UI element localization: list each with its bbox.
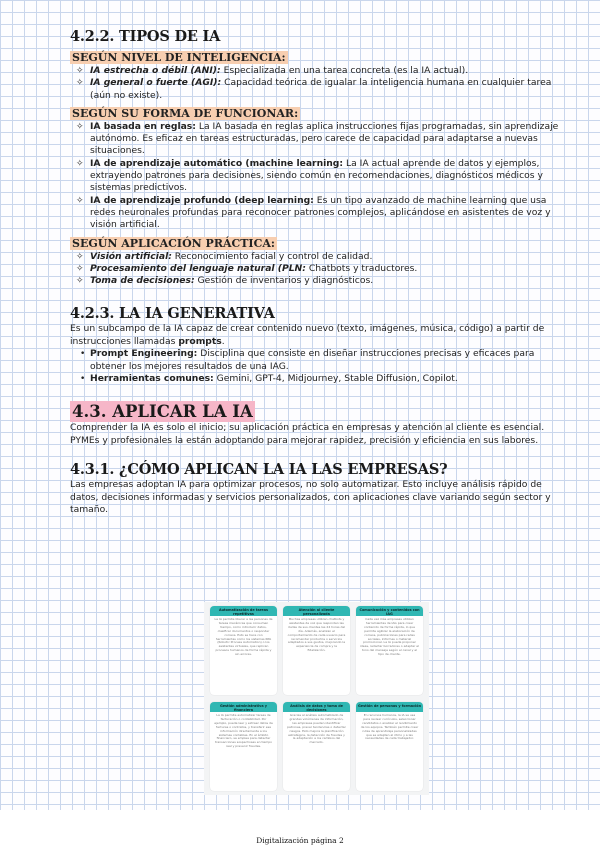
subheading-aplicacion: SEGÚN APLICACIÓN PRÁCTICA: [72, 236, 275, 250]
list-aplicacion [70, 251, 564, 288]
info-card: Comunicación y contenidos con IAG Cada vez más empresas utilizan herramientas de IAG para crear contenido de forma rápida, lo que permite agilizar la elaboración de correos, publicaciones para redes sociales, informes o material promocional. La IA puede proponer ideas, redactar borradores o adaptar el tono del mensaje según el canal y el tipo de cliente. [356, 606, 423, 695]
info-card: Atención al cliente personalizada Muchas empresas utilizan chatbots y asistentes de voz que responden las dudas de sus clientes las 24 horas del día. Además, analizan el comportamiento de cada usuario para recomendar productos o servicios adaptados a sus gustos, mejorando la experiencia de compra y la fidelización. [283, 606, 350, 695]
page-content [70, 28, 564, 517]
section-title-4-2-3: 4.2.3. LA IA GENERATIVA [70, 305, 275, 323]
list-item: ✧ Visión artificial: Reconocimiento facial y control de calidad. [76, 250, 373, 262]
info-card: Análisis de datos y toma de decisiones Gracias al análisis automatizado de grandes volúmenes de información, las empresas pueden identificar patrones, prever tendencias o detectar riesgos. Esto mejora la planificación estratégica, la detección de fraudes y la adaptación a los cambios del mercado. [283, 702, 350, 791]
diamond-bullet-icon: ✧ [76, 276, 84, 287]
list-item: • Herramientas comunes: Gemini, GPT-4, Midjourney, Stable Diffusion, Copilot. [80, 373, 458, 385]
diamond-bullet-icon: ✧ [76, 66, 84, 76]
list-item: ✧ IA de aprendizaje automático (machine learning: La IA actual aprende de datos y ejemplos, extrayendo patrones para decisiones, siendo común en recomendaciones, diagnósticos médicos y sistemas predictivos. [76, 157, 543, 194]
section-title-4-3-1: 4.3.1. ¿CÓMO APLICAN LA IA LAS EMPRESAS? [70, 461, 448, 479]
list-item: ✧ Toma de decisiones: Gestión de inventarios y diagnósticos. [76, 275, 374, 287]
page-footer: Digitalización página 2 [256, 836, 344, 845]
diamond-bullet-icon: ✧ [76, 263, 84, 274]
list-generativa [70, 348, 564, 385]
list-nivel [70, 65, 564, 102]
list-forma [70, 121, 564, 232]
list-item: ✧ IA estrecha o débil (ANI): Especializada en una tarea concreta (es la IA actual). [76, 65, 469, 76]
bullet-dot-icon: • [80, 349, 86, 360]
diamond-bullet-icon: ✧ [76, 251, 84, 262]
subheading-nivel: SEGÚN NIVEL DE INTELIGENCIA: [72, 51, 286, 64]
info-card: Automatización de tareas repetitivas La IA permite liberar a las personas de tareas mecánicas que consumen tiempo, como introducir datos, clasificar documentos o responder correos. Esto se hace con herramientas como los sistemas RPA (Robotic Process Automation) o los asistentes virtuales, que replican procesos humanos de forma rápida y sin errores. [210, 606, 277, 695]
subheading-forma: SEGÚN SU FORMA DE FUNCIONAR: [72, 106, 299, 120]
companies-text: Las empresas adoptan IA para optimizar procesos, no solo automatizar. Esto incluye análisis rápido de datos, decisiones informadas y servicios personalizados, con aplicaciones clave variando según sector y tamaño. [70, 479, 551, 516]
info-card: Gestión administrativa y financiera La IA permite automatizar tareas de facturación o contabilidad. Por ejemplo, puede leer y extraer datos de facturas o contratos, y transferir esa información directamente a los sistemas contables. En el ámbito financiero, se emplea para detectar transacciones sospechosas en tiempo real y prevenir fraudes. [210, 702, 277, 791]
diamond-bullet-icon: ✧ [76, 158, 84, 169]
info-card: Gestión de personas y formación En recursos humanos, la IA se usa para revisar currículos, seleccionar candidatos o analizar el rendimiento de los equipos. También permite crear rutas de aprendizaje personalizadas que se adapten al ritmo y a las necesidades de cada trabajador. [356, 702, 423, 791]
generative-intro: Es un subcampo de la IA capaz de crear contenido nuevo (texto, imágenes, música, código) a partir de instrucciones llamadas prompts. [70, 323, 545, 347]
list-item: ✧ Procesamiento del lenguaje natural (PLN: Chatbots y traductores. [76, 262, 418, 274]
diamond-bullet-icon: ✧ [76, 121, 84, 132]
diamond-bullet-icon: ✧ [76, 78, 84, 89]
list-item: ✧ IA de aprendizaje profundo (deep learning: Es un tipo avanzado de machine learning que usa redes neuronales profundas para reconocer patrones complejos, aplicándose en asistentes de voz y visión artificial. [76, 194, 551, 231]
section-title-4-3: 4.3. APLICAR LA IA [72, 402, 253, 422]
section-title-4-2-2: 4.2.2. TIPOS DE IA [70, 28, 221, 45]
bullet-dot-icon: • [80, 374, 86, 385]
list-item: ✧ IA basada en reglas: La IA basada en reglas aplica instrucciones fijas programadas, sin aprendizaje autónomo. Es eficaz en tareas estructuradas, pero carece de capacidad para adaptarse a nuevas situaciones. [76, 120, 559, 157]
list-item: ✧ IA general o fuerte (AGI): Capacidad teórica de igualar la inteligencia humana en cualquier tarea (aún no existe). [76, 77, 552, 101]
apply-ai-text: Comprender la IA es solo el inicio; su aplicación práctica en empresas y atención al cliente es esencial. PYMEs y profesionales la están adoptando para mejorar rapidez, precisión y eficiencia en sus labores. [70, 422, 545, 446]
list-item: • Prompt Engineering: Disciplina que consiste en diseñar instrucciones precisas y eficaces para obtener los mejores resultados de una IAG. [80, 348, 535, 372]
applications-infographic [204, 602, 429, 795]
diamond-bullet-icon: ✧ [76, 195, 84, 206]
